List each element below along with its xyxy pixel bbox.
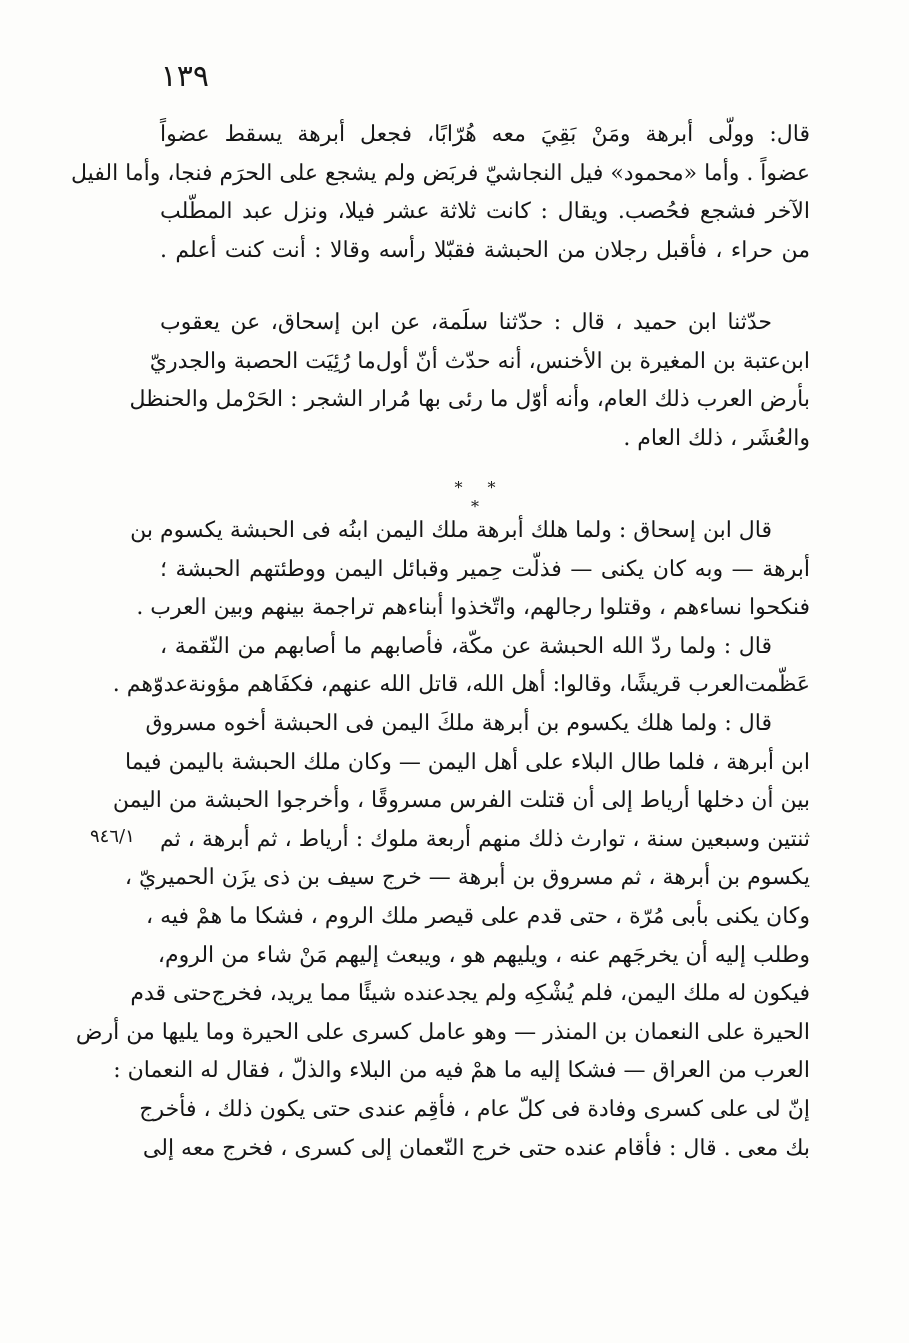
section-separator: * * *	[454, 478, 506, 516]
paragraph-2	[129, 304, 810, 458]
text-line: العرب من العراق — فشكا إليه ما همْ فيه من البلاء والذلّ ، فقال له النعمان :	[113, 1058, 810, 1084]
margin-reference: ٩٤٦/١	[90, 826, 135, 847]
text-line: وطلب إليه أن يخرجَهم عنه ، ويليهم هو ، ويبعث إليهم مَنْ شاء من الروم،	[157, 942, 810, 968]
text-line: ابن أبرهة ، فلما طال البلاء على أهل اليمن — وكان ملك الحبشة باليمن فيما	[125, 749, 810, 775]
text-line: فيكون له ملك اليمن، فلم يُشْكِه ولم يجدعنده شيئًا مما يريد، فخرج‌حتى قدم	[130, 981, 810, 1007]
text-line: يكسوم بن أبرهة ، ثم مسروق بن أبرهة — خرج سيف بن ذى يزَن الحميريّ ،	[124, 865, 810, 891]
text-line: فنكحوا نساءهم ، وقتلوا رجالهم، واتّخذوا أبناءهم تراجمة بينهم وبين العرب .	[136, 595, 810, 621]
text-line: والعُشَر ، ذلك العام .	[623, 425, 810, 451]
text-line: قال : ولما ردّ الله الحبشة عن مكّة، فأصابهم ما أصابهم من النّقمة ،	[160, 633, 772, 659]
paragraph-1	[70, 116, 810, 270]
text-line: عَظّمت‌العرب قريشًا، وقالوا: أهل الله، قاتل الله عنهم، فكفَاهم مؤونة‌عدوّهم .	[112, 672, 810, 698]
text-line: ابن‌عتبة بن المغيرة بن الأخنس، أنه حدّث أنّ أول‌ما رُئِيَت الحصبة والجدريّ	[149, 348, 810, 374]
text-line: الآخر فشجع فحُصب. ويقال : كانت ثلاثة عشر فيلا، ونزل عبد المطّلب	[160, 199, 810, 225]
text-line: بأرض العرب ذلك العام، وأنه أوّل ما رئى بها مُرار الشجر : الحَرْمل والحنظل	[129, 387, 810, 413]
text-line: من حراء ، فأقبل رجلان من الحبشة فقبّلا رأسه وقالا : أنت كنت أعلم .	[160, 237, 810, 263]
text-line: حدّثنا ابن حميد ، قال : حدّثنا سلَمة، عن ابن إسحاق، عن يعقوب	[160, 310, 772, 335]
page-number: ١٣٩	[160, 59, 209, 94]
text-line: قال: وولّى أبرهة ومَنْ بَقِيَ معه هُرّابًا، فجعل أبرهة يسقط عضواً	[160, 122, 810, 147]
text-line: ثنتين وسبعين سنة ، توارث ذلك منهم أربعة ملوك : أرياط ، ثم أبرهة ، ثم	[160, 826, 810, 852]
text-line: الحيرة على النعمان بن المنذر — وهو عامل كسرى على الحيرة وما يليها من أرض	[75, 1019, 810, 1045]
text-line: بك معى . قال : فأقام عنده حتى خرج النّعمان إلى كسرى ، فخرج معه إلى	[142, 1135, 810, 1161]
text-line: بين أن دخلها أرياط إلى أن قتلت الفرس مسروقًا ، وأخرجوا الحبشة من اليمن	[112, 788, 810, 814]
text-line: أبرهة — وبه كان يكنى — فذلّت حِمير وقبائل اليمن ووطئتهم الحبشة ؛	[160, 556, 810, 582]
text-line: قال ابن إسحاق : ولما هلك أبرهة ملك اليمن ابنُه فى الحبشة يكسوم بن	[130, 518, 772, 543]
text-line: وكان يكنى بأبى مُرّة ، حتى قدم على قيصر ملك الروم ، فشكا ما همْ فيه ،	[146, 903, 810, 929]
text-line: عضواً . وأما «محمود» فيل النجاشيّ فربَض ولم يشجع على الحرَم فنجا، وأما الفيل	[70, 160, 810, 186]
text-line: قال : ولما هلك يكسوم بن أبرهة ملكَ اليمن فى الحبشة أخوه مسروق	[145, 710, 772, 736]
text-line: إنّ لى على كسرى وفادة فى كلّ عام ، فأقِم عندى حتى يكون ذلك ، فأخرج	[139, 1096, 810, 1122]
